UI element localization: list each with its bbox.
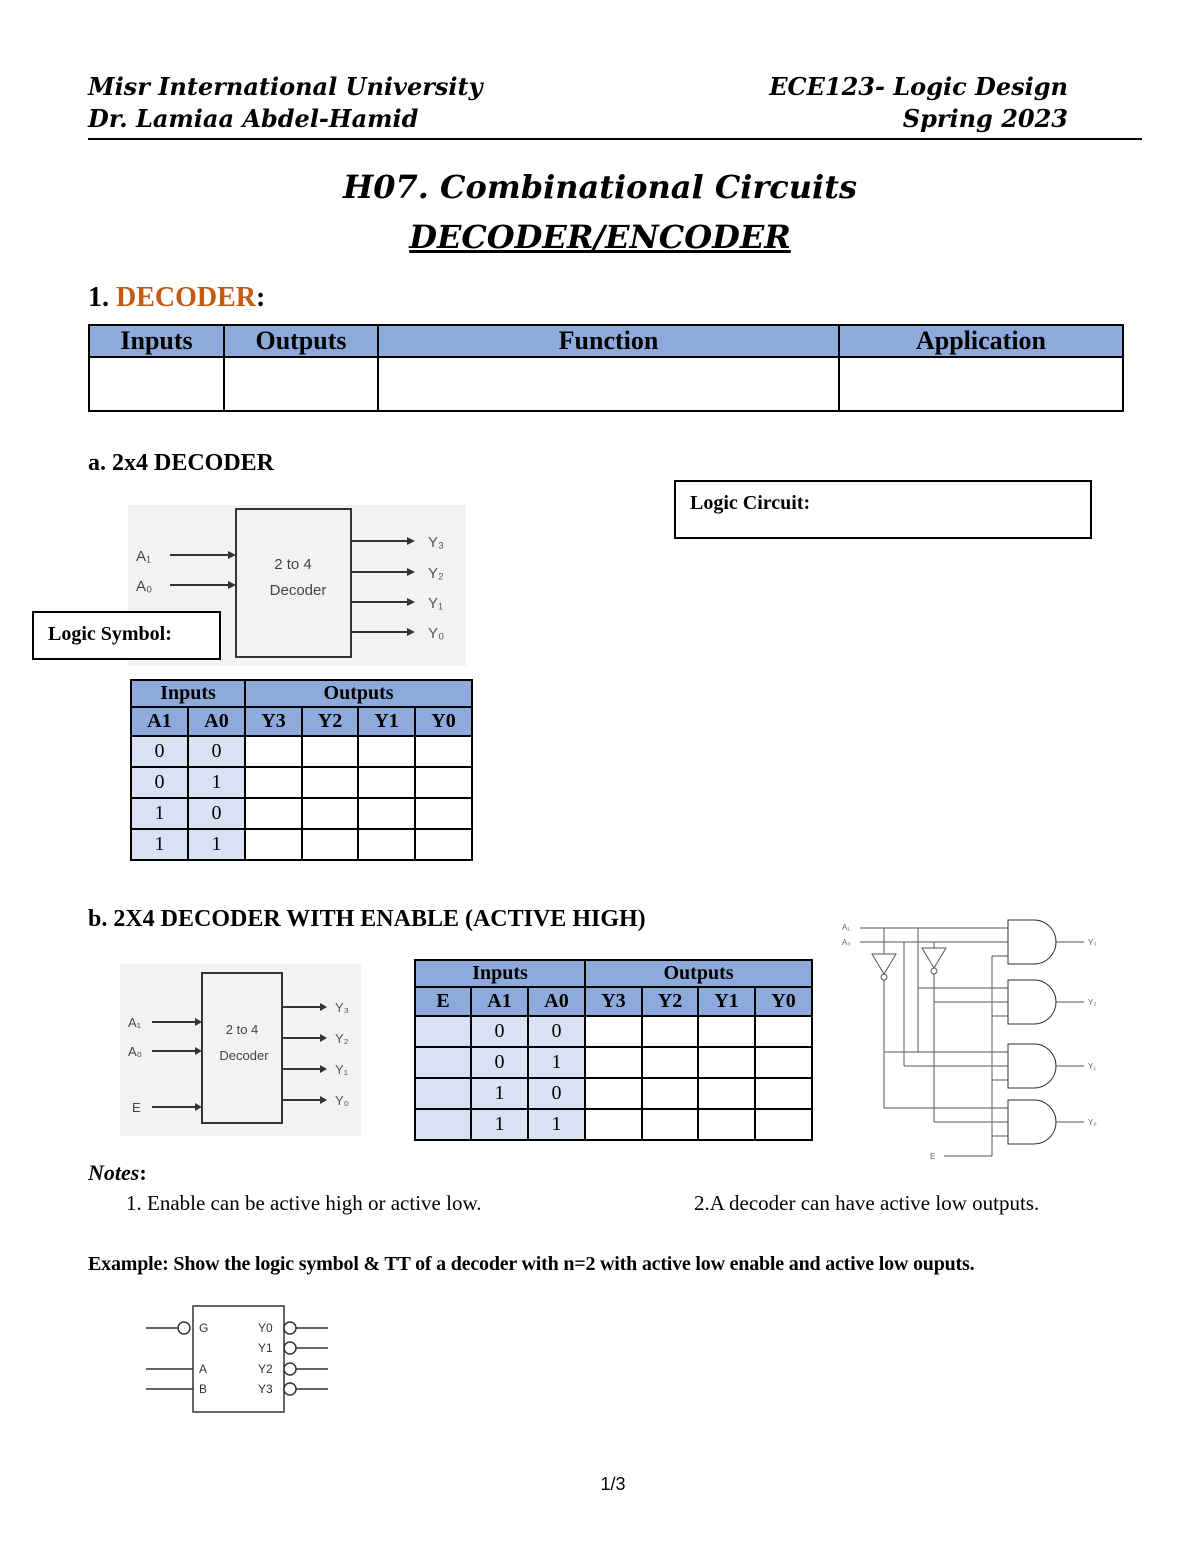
- tt-b-answer-cell[interactable]: [755, 1016, 812, 1047]
- inversion-bubble-icon: [284, 1342, 296, 1354]
- tt-a-answer-cell[interactable]: [302, 767, 358, 798]
- table-row: [131, 829, 472, 860]
- tt-b-answer-cell[interactable]: [698, 1078, 755, 1109]
- input-label-e: E: [132, 1100, 141, 1115]
- notes-label: Notes: [88, 1160, 140, 1185]
- tt-a-cell: 0: [188, 736, 245, 767]
- tt-a-answer-cell[interactable]: [245, 798, 302, 829]
- output-label-y0: Y₀: [428, 625, 445, 642]
- tt-b-group-outputs: Outputs: [585, 960, 812, 987]
- tt-b-cell: 1: [528, 1047, 585, 1078]
- output-label-y2: Y₂: [335, 1031, 349, 1046]
- tt-b-col-y1: Y1: [698, 987, 755, 1016]
- tt-a-group-outputs: Outputs: [245, 680, 472, 707]
- example-text: Example: Show the logic symbol & TT of a decoder with n=2 with active low enable and active low ouputs.: [88, 1253, 975, 1275]
- tt-b-enable-cell[interactable]: [415, 1016, 471, 1047]
- tt-a-cell: 0: [131, 736, 188, 767]
- tt-b-answer-cell[interactable]: [642, 1016, 698, 1047]
- logic-symbol-label: Logic Symbol:: [48, 623, 172, 645]
- tt-b-col-y0: Y0: [755, 987, 812, 1016]
- tt-a-answer-cell[interactable]: [302, 798, 358, 829]
- tt-a-col-a1: A1: [131, 707, 188, 736]
- tt-a-answer-cell[interactable]: [302, 736, 358, 767]
- active-low-decoder-symbol: [140, 1300, 340, 1418]
- tt-b-col-e: E: [415, 987, 471, 1016]
- table-row: [131, 798, 472, 829]
- logic-circuit-label: Logic Circuit:: [690, 492, 811, 514]
- symbol-output-y2: Y2: [258, 1362, 273, 1376]
- inversion-bubble-icon: [284, 1363, 296, 1375]
- tt-b-cell: 0: [528, 1078, 585, 1109]
- tt-b-answer-cell[interactable]: [585, 1047, 642, 1078]
- tt-b-col-y3: Y3: [585, 987, 642, 1016]
- summary-header-application: Application: [839, 325, 1123, 357]
- summary-header-outputs: Outputs: [224, 325, 378, 357]
- output-label-y1: Y₁: [335, 1062, 349, 1077]
- tt-a-answer-cell[interactable]: [358, 767, 415, 798]
- header-rule: [88, 138, 1142, 140]
- output-label-y3: Y₃: [335, 1000, 349, 1015]
- page-number: 1/3: [600, 1474, 626, 1494]
- table-row: [415, 1016, 812, 1047]
- section-colon: :: [256, 282, 266, 313]
- decoder-block-text-2: Decoder: [219, 1048, 269, 1063]
- logic-circuit-box[interactable]: [674, 480, 1092, 539]
- instructor-name: Dr. Lamiaa Abdel-Hamid: [88, 104, 419, 133]
- tt-a-col-y1: Y1: [358, 707, 415, 736]
- input-label-a1: A₁: [128, 1015, 142, 1030]
- decoder-block-text-1: 2 to 4: [225, 1022, 259, 1037]
- tt-b-cell: 1: [528, 1109, 585, 1140]
- summary-cell-application[interactable]: [839, 357, 1123, 411]
- symbol-output-y1: Y1: [258, 1341, 273, 1355]
- page-subtitle: DECODER/ENCODER: [409, 218, 791, 256]
- summary-cell-outputs[interactable]: [224, 357, 378, 411]
- tt-b-cell: 1: [471, 1109, 528, 1140]
- tt-b-answer-cell[interactable]: [585, 1109, 642, 1140]
- tt-b-enable-cell[interactable]: [415, 1047, 471, 1078]
- symbol-input-g: G: [199, 1321, 209, 1335]
- tt-a-answer-cell[interactable]: [302, 829, 358, 860]
- decoder-summary-table: [88, 324, 1124, 412]
- tt-b-answer-cell[interactable]: [755, 1109, 812, 1140]
- note-1: 1. Enable can be active high or active low.: [126, 1191, 482, 1215]
- tt-b-enable-cell[interactable]: [415, 1109, 471, 1140]
- tt-a-cell: 0: [131, 767, 188, 798]
- inversion-bubble-icon: [284, 1383, 296, 1395]
- tt-b-answer-cell[interactable]: [642, 1078, 698, 1109]
- tt-b-cell: 0: [471, 1047, 528, 1078]
- tt-b-group-inputs: Inputs: [415, 960, 585, 987]
- tt-b-answer-cell[interactable]: [585, 1016, 642, 1047]
- tt-b-cell: 0: [528, 1016, 585, 1047]
- tt-b-col-a0: A0: [528, 987, 585, 1016]
- inversion-bubble-icon: [284, 1322, 296, 1334]
- tt-a-answer-cell[interactable]: [245, 736, 302, 767]
- not-gate-icon: [872, 954, 896, 974]
- summary-cell-inputs[interactable]: [89, 357, 224, 411]
- tt-b-answer-cell[interactable]: [698, 1016, 755, 1047]
- tt-b-col-y2: Y2: [642, 987, 698, 1016]
- tt-b-enable-cell[interactable]: [415, 1078, 471, 1109]
- note-2: 2.A decoder can have active low outputs.: [694, 1191, 1040, 1215]
- tt-a-cell: 1: [131, 829, 188, 860]
- section-number: 1.: [88, 282, 109, 313]
- tt-b-answer-cell[interactable]: [698, 1047, 755, 1078]
- circuit-output-y1: Y₁: [1088, 1062, 1097, 1071]
- notes-heading: [88, 1160, 147, 1186]
- tt-b-answer-cell[interactable]: [755, 1078, 812, 1109]
- tt-b-answer-cell[interactable]: [642, 1109, 698, 1140]
- decoder-enable-block-diagram: [120, 964, 361, 1136]
- tt-a-answer-cell[interactable]: [415, 798, 472, 829]
- circuit-output-y2: Y₂: [1088, 998, 1097, 1007]
- circuit-input-e: E: [930, 1152, 936, 1161]
- tt-b-col-a1: A1: [471, 987, 528, 1016]
- symbol-output-y3: Y3: [258, 1382, 273, 1396]
- section-a-heading: a. 2x4 DECODER: [88, 450, 275, 476]
- tt-a-answer-cell[interactable]: [245, 767, 302, 798]
- summary-cell-function[interactable]: [378, 357, 839, 411]
- and-gate-icon: [1008, 1100, 1056, 1144]
- tt-a-answer-cell[interactable]: [415, 829, 472, 860]
- table-row: [131, 736, 472, 767]
- tt-a-cell: 1: [188, 829, 245, 860]
- circuit-input-a1: A₁: [842, 923, 851, 932]
- truth-table-2x4-enable: [414, 959, 813, 1141]
- tt-a-cell: 1: [188, 767, 245, 798]
- symbol-input-b: B: [199, 1382, 208, 1396]
- tt-b-answer-cell[interactable]: [698, 1109, 755, 1140]
- tt-b-cell: 0: [471, 1016, 528, 1047]
- tt-a-col-y0: Y0: [415, 707, 472, 736]
- page-title: H07. Combinational Circuits: [342, 168, 857, 206]
- tt-b-answer-cell[interactable]: [755, 1047, 812, 1078]
- table-row: [415, 1078, 812, 1109]
- tt-a-answer-cell[interactable]: [358, 829, 415, 860]
- section-1-heading: [88, 282, 265, 314]
- tt-a-group-inputs: Inputs: [131, 680, 245, 707]
- input-label-a0: A₀: [128, 1044, 143, 1059]
- university-name: Misr International University: [88, 72, 483, 101]
- tt-a-answer-cell[interactable]: [415, 736, 472, 767]
- tt-a-col-y3: Y3: [245, 707, 302, 736]
- symbol-output-y0: Y0: [258, 1321, 273, 1335]
- tt-a-answer-cell[interactable]: [358, 798, 415, 829]
- input-label-a1: A₁: [136, 548, 152, 565]
- and-gate-icon: [1008, 980, 1056, 1024]
- output-label-y1: Y₁: [428, 595, 444, 612]
- symbol-input-a: A: [199, 1362, 208, 1376]
- section-b-heading: b. 2X4 DECODER WITH ENABLE (ACTIVE HIGH): [88, 906, 646, 932]
- circuit-output-y0: Y₀: [1088, 1118, 1097, 1127]
- output-label-y0: Y₀: [335, 1093, 350, 1108]
- tt-a-answer-cell[interactable]: [245, 829, 302, 860]
- circuit-output-y3: Y₃: [1088, 938, 1097, 947]
- notes-colon: :: [139, 1160, 147, 1185]
- decoder-block-text-1: 2 to 4: [274, 556, 312, 573]
- tt-a-col-y2: Y2: [302, 707, 358, 736]
- tt-b-cell: 1: [471, 1078, 528, 1109]
- tt-a-col-a0: A0: [188, 707, 245, 736]
- logic-symbol-box[interactable]: [32, 611, 221, 660]
- truth-table-2x4: [130, 679, 473, 861]
- section-name: DECODER: [116, 282, 257, 313]
- tt-a-answer-cell[interactable]: [415, 767, 472, 798]
- course-name: ECE123- Logic Design: [769, 72, 1068, 101]
- decoder-block-text-2: Decoder: [269, 582, 327, 599]
- table-row: [415, 1109, 812, 1140]
- not-gate-icon: [922, 948, 946, 968]
- inversion-bubble-icon: [178, 1322, 190, 1334]
- input-label-a0: A₀: [136, 578, 153, 595]
- decoder-enable-logic-circuit: [838, 916, 1108, 1164]
- output-label-y3: Y₃: [428, 534, 445, 551]
- table-row: [131, 767, 472, 798]
- semester: Spring 2023: [902, 104, 1068, 133]
- summary-header-inputs: Inputs: [89, 325, 224, 357]
- tt-a-answer-cell[interactable]: [358, 736, 415, 767]
- tt-a-cell: 1: [131, 798, 188, 829]
- circuit-input-a0: A₀: [842, 938, 851, 947]
- tt-b-answer-cell[interactable]: [642, 1047, 698, 1078]
- output-label-y2: Y₂: [428, 565, 444, 582]
- summary-header-function: Function: [378, 325, 839, 357]
- tt-a-cell: 0: [188, 798, 245, 829]
- tt-b-answer-cell[interactable]: [585, 1078, 642, 1109]
- table-row: [415, 1047, 812, 1078]
- and-gate-icon: [1008, 1044, 1056, 1088]
- and-gate-icon: [1008, 920, 1056, 964]
